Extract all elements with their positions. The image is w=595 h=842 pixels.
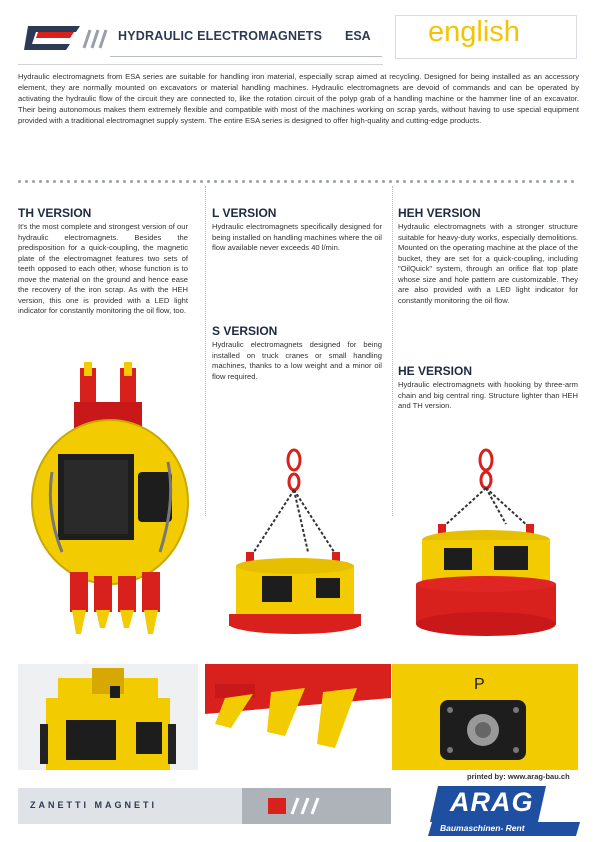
divider-dot (242, 180, 245, 183)
divider-dot (312, 180, 315, 183)
divider-dot (333, 180, 336, 183)
footer-brand: ZANETTI MAGNETI (30, 800, 157, 810)
th-version-section (18, 206, 188, 317)
divider-dot (67, 180, 70, 183)
s-version-text: Hydraulic electromagnets designed for being installed on truck cranes or small handling machines, thanks to a low weight and a minor oil flow required. (212, 340, 382, 381)
divider-dot (221, 180, 224, 183)
divider-dot (417, 180, 420, 183)
divider-dot (473, 180, 476, 183)
divider-dot (165, 180, 168, 183)
divider-dot (235, 180, 238, 183)
divider-dot (179, 180, 182, 183)
divider-dot (326, 180, 329, 183)
divider-dot (95, 180, 98, 183)
divider-dot (410, 180, 413, 183)
divider-dot (284, 180, 287, 183)
indicator-label: P (474, 676, 485, 693)
divider-dot (88, 180, 91, 183)
arag-dealer-logo (428, 782, 588, 838)
dotted-divider (18, 180, 578, 184)
divider-dot (424, 180, 427, 183)
divider-dot (193, 180, 196, 183)
divider-dot (102, 180, 105, 183)
divider-dot (480, 180, 483, 183)
divider-dot (375, 180, 378, 183)
column-divider-1 (205, 186, 206, 516)
divider-dot (214, 180, 217, 183)
th-version-text: It's the most complete and strongest version of our hydraulic electromagnets. Besides the predisposition for a quick-coupling, the magnetic plate of the electromagnet features two sets of teeth opposed to each other, whose function is to move the material on the ground and hence ease the recovery of the iron scrap. As with the HEH version, this one is provided with a LED light indicator for constantly monitoring the oil flow, too. (18, 222, 188, 315)
divider-dot (291, 180, 294, 183)
l-version-text: Hydraulic electromagnets specifically designed for being installed on handling machines where the oil flow available never exceeds 40 l/min. (212, 222, 382, 252)
divider-dot (200, 180, 203, 183)
l-s-magnet-photo (212, 448, 382, 643)
divider-dot (361, 180, 364, 183)
divider-dot (305, 180, 308, 183)
s-version-section (212, 324, 382, 382)
divider-dot (368, 180, 371, 183)
divider-dot (508, 180, 511, 183)
divider-dot (557, 180, 560, 183)
he-magnet-photo (398, 448, 578, 643)
zanetti-logo-icon (18, 18, 110, 58)
printed-by-label: printed by: www.arag-bau.ch (467, 772, 570, 781)
divider-dot (53, 180, 56, 183)
divider-dot (74, 180, 77, 183)
divider-dot (158, 180, 161, 183)
heh-version-title: HEH VERSION (398, 206, 481, 220)
divider-dot (256, 180, 259, 183)
teeth-detail-photo (205, 664, 391, 770)
heh-version-section (398, 206, 578, 306)
divider-dot (151, 180, 154, 183)
divider-dot (207, 180, 210, 183)
divider-dot (319, 180, 322, 183)
divider-dot (39, 180, 42, 183)
divider-dot (515, 180, 518, 183)
page-title: HYDRAULIC ELECTROMAGNETS (118, 29, 323, 43)
divider-dot (354, 180, 357, 183)
he-version-title: HE VERSION (398, 364, 473, 378)
quick-coupling-detail-photo (18, 664, 198, 770)
led-indicator-detail-photo (392, 664, 578, 770)
l-version-title: L VERSION (212, 206, 277, 220)
arag-wordmark: ARAG (450, 787, 534, 817)
divider-dot (46, 180, 49, 183)
divider-dot (431, 180, 434, 183)
page-header (0, 12, 595, 66)
divider-dot (466, 180, 469, 183)
divider-dot (298, 180, 301, 183)
divider-dot (81, 180, 84, 183)
divider-dot (452, 180, 455, 183)
l-version-section (212, 206, 382, 254)
header-rule (110, 56, 382, 57)
divider-dot (263, 180, 266, 183)
divider-dot (459, 180, 462, 183)
divider-dot (340, 180, 343, 183)
header-rule-lower (18, 64, 383, 65)
he-version-text: Hydraulic electromagnets with hooking by three-arm chain and big central ring. Structure lighter than HEH and TH version. (398, 380, 578, 410)
divider-dot (32, 180, 35, 183)
language-label: english (428, 16, 520, 48)
divider-dot (438, 180, 441, 183)
divider-dot (25, 180, 28, 183)
th-magnet-photo (18, 362, 198, 652)
divider-dot (529, 180, 532, 183)
divider-dot (228, 180, 231, 183)
divider-dot (186, 180, 189, 183)
footer-zanetti-mark-icon (268, 796, 328, 816)
divider-dot (536, 180, 539, 183)
divider-dot (382, 180, 385, 183)
intro-paragraph: Hydraulic electromagnets from ESA series are suitable for handling iron material, especially scrap aimed at recycling. Designed for being installed as an accessory element, they are normally mounted on excavators or material handling machines. Hydraulic electromagnets are devoid of commands and can be operated by activating the hydraulic flow of the circuit they are connected to, like the rotation circuit of the polyp grab of a handling machine or the hammer line of an excavator. Their being autonomous makes them extremely flexible and compatible with most of the machines working on scrap yards, without having to use special equipment provided with a traditional electromagnet supply system. The entire ESA series is designed to offer high-quality and cutting-edge products. (18, 72, 579, 125)
divider-dot (347, 180, 350, 183)
divider-dot (445, 180, 448, 183)
arag-tagline: Baumaschinen- Rent (440, 823, 525, 833)
divider-dot (270, 180, 273, 183)
divider-dot (18, 180, 21, 183)
heh-version-text: Hydraulic electromagnets with a stronger structure suitable for heavy-duty works, especially demolitions. Mounted on the operating machine at the place of the bucket, they are set for a quick-coupling, including "OilQuick" system, through an orifice flat top plate whose size and hole pattern are customizable. They are also provided with a LED light indicator for constantly monitoring the oil flow. (398, 222, 578, 305)
divider-dot (396, 180, 399, 183)
divider-dot (403, 180, 406, 183)
divider-dot (60, 180, 63, 183)
series-label: ESA (345, 29, 371, 43)
divider-dot (144, 180, 147, 183)
column-divider-2 (392, 186, 393, 516)
s-version-title: S VERSION (212, 324, 278, 338)
he-version-section (398, 364, 578, 412)
divider-dot (137, 180, 140, 183)
divider-dot (487, 180, 490, 183)
divider-dot (550, 180, 553, 183)
divider-dot (172, 180, 175, 183)
th-version-title: TH VERSION (18, 206, 92, 220)
divider-dot (571, 180, 574, 183)
divider-dot (116, 180, 119, 183)
divider-dot (522, 180, 525, 183)
divider-dot (109, 180, 112, 183)
divider-dot (277, 180, 280, 183)
divider-dot (543, 180, 546, 183)
divider-dot (494, 180, 497, 183)
divider-dot (564, 180, 567, 183)
divider-dot (389, 180, 392, 183)
divider-dot (123, 180, 126, 183)
divider-dot (249, 180, 252, 183)
divider-dot (130, 180, 133, 183)
divider-dot (501, 180, 504, 183)
